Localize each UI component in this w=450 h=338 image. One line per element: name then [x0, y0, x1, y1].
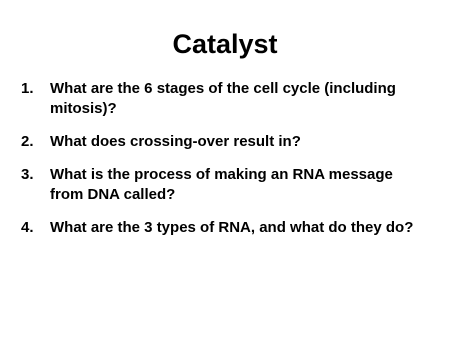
- question-number-2: 2.: [21, 133, 34, 150]
- question-text-4: What are the 3 types of RNA, and what do they do?: [50, 219, 414, 236]
- slide-title: Catalyst: [172, 29, 278, 59]
- question-list: [21, 79, 426, 238]
- question-item-2: [21, 132, 426, 152]
- question-text-3: What is the process of making an RNA message from DNA called?: [50, 166, 393, 203]
- question-item-4: [21, 218, 426, 238]
- question-text-1: What are the 6 stages of the cell cycle (including mitosis)?: [50, 80, 396, 117]
- question-text-2: What does crossing-over result in?: [50, 133, 301, 150]
- question-item-1: [21, 79, 426, 119]
- question-item-3: [21, 165, 426, 205]
- question-number-1: 1.: [21, 80, 34, 97]
- question-number-3: 3.: [21, 166, 34, 183]
- question-number-4: 4.: [21, 219, 34, 236]
